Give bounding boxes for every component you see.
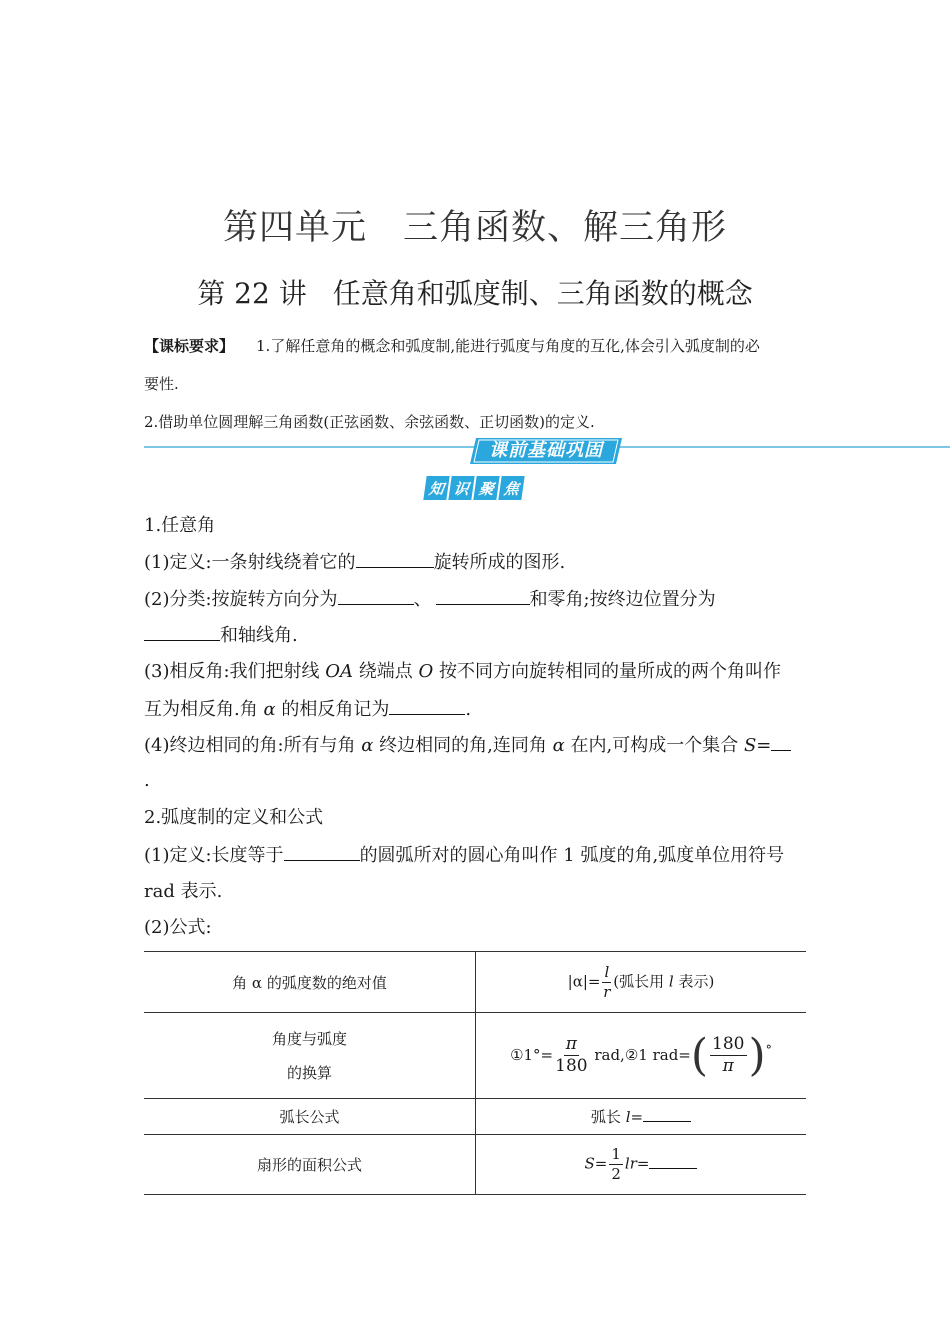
terminal-side-line (144, 733, 808, 758)
formula-text: = (630, 1108, 644, 1126)
table-cell (476, 1013, 807, 1099)
fill-blank (771, 733, 791, 751)
variable: α (552, 735, 565, 756)
lecture-name: 任意角和弧度制、三角函数的概念 (332, 277, 753, 310)
text-segment: (1)定义:一条射线绕着它的 (144, 552, 356, 573)
variable: α (361, 735, 374, 756)
fill-blank (436, 587, 530, 605)
classification-line-2 (144, 623, 808, 648)
fraction (710, 1036, 746, 1075)
variable: S (584, 1154, 595, 1173)
formula-text: = (594, 1154, 608, 1173)
variable: O (418, 661, 434, 682)
text-segment: 的圆弧所对的圆心角叫作 1 弧度的角,弧度单位用符号 (359, 845, 785, 866)
opposite-angle-line-2 (144, 697, 808, 722)
heading-radian: 2.弧度制的定义和公式 (144, 807, 324, 828)
text-segment: 和轴线角. (220, 625, 298, 646)
fraction (609, 1147, 623, 1182)
formula-text: ①1°= (510, 1045, 554, 1064)
variable: lr (624, 1154, 637, 1173)
numerator: l (604, 962, 610, 981)
formula-text: |α|= (567, 972, 601, 990)
variable: l (625, 1108, 631, 1126)
table-cell (476, 1099, 807, 1135)
text-segment: 、 (413, 589, 432, 610)
denominator: 180 (555, 1056, 588, 1076)
table-row (144, 1099, 806, 1135)
table-row (144, 1135, 806, 1195)
definition-line (144, 550, 808, 575)
text-segment: 绕端点 (353, 661, 419, 682)
text-segment: . (465, 699, 472, 720)
sub-banner-char: 识 (448, 476, 474, 500)
left-paren: ( (690, 1029, 709, 1081)
requirement-1-text: 1.了解任意角的概念和弧度制,能进行弧度与角度的互化,体会引入弧度制的必 (256, 337, 760, 355)
formula-text: rad,②1 rad= (589, 1045, 691, 1064)
table-row (144, 1013, 806, 1099)
variable: S (743, 735, 757, 756)
denominator: π (722, 1056, 734, 1076)
text-segment: (2)分类:按旋转方向分为 (144, 589, 338, 610)
formula-text: 弧长 (590, 1108, 626, 1126)
text-segment: 互为相反角.角 (144, 699, 264, 720)
formula-text: (弧长用 (613, 972, 669, 990)
text-segment: 在内,可构成一个集合 (564, 735, 744, 756)
numerator: π (565, 1034, 577, 1054)
table-cell: 扇形的面积公式 (144, 1135, 476, 1195)
terminal-side-end: . (144, 770, 150, 791)
text-segment: 的相反角记为 (275, 699, 390, 720)
fill-blank (144, 623, 220, 641)
table-cell: 角 α 的弧度数的绝对值 (144, 952, 476, 1013)
sub-banner-char: 聚 (473, 476, 499, 500)
unit-number: 第四单元 (222, 208, 367, 248)
fill-blank (643, 1107, 691, 1122)
text-segment: 和零角;按终边位置分为 (529, 589, 716, 610)
text-segment: 按不同方向旋转相同的量所成的两个角叫作 (433, 661, 782, 682)
numerator: 180 (712, 1034, 745, 1054)
denominator: r (603, 982, 611, 1001)
fill-blank (389, 697, 465, 715)
lecture-number: 第 22 讲 (197, 277, 307, 310)
variable: OA (325, 661, 354, 682)
sub-banner-char: 知 (423, 476, 449, 500)
sub-banner-char: 焦 (498, 476, 524, 500)
numerator: 1 (611, 1145, 621, 1163)
table-cell: 弧长公式 (144, 1099, 476, 1135)
degree-sign: ° (765, 1041, 772, 1057)
text-segment: 旋转所成的图形. (433, 552, 566, 573)
table-cell (144, 1013, 476, 1099)
table-cell (476, 952, 807, 1013)
text-segment: = (756, 735, 772, 756)
table-cell (476, 1135, 807, 1195)
section-banner: 课前基础巩固 (489, 440, 603, 461)
radian-definition-line (144, 843, 808, 868)
cell-text: 角度与弧度 (271, 1029, 347, 1048)
text-segment: (4)终边相同的角:所有与角 (144, 735, 362, 756)
classification-line (144, 587, 808, 612)
lecture-title (0, 272, 950, 312)
requirement-2: 2.借助单位圆理解三角函数(正弦函数、余弦函数、正切函数)的定义. (144, 413, 595, 431)
formula-text: 表示) (673, 972, 715, 990)
fill-blank (338, 587, 414, 605)
fraction (555, 1036, 587, 1075)
table-row (144, 952, 806, 1013)
text-segment: (3)相反角:我们把射线 (144, 661, 326, 682)
requirements-line-1 (144, 336, 806, 356)
requirements-tag: 【课标要求】 (144, 337, 235, 355)
unit-name: 三角函数、解三角形 (403, 208, 728, 248)
requirements-line-2: 要性. (144, 375, 179, 393)
heading-arbitrary-angle: 1.任意角 (144, 515, 216, 536)
sub-banner (425, 476, 523, 500)
radian-definition-line-2: rad 表示. (144, 881, 223, 902)
variable: l (668, 972, 674, 990)
denominator: 2 (611, 1165, 621, 1183)
fill-blank (284, 843, 360, 861)
formula-text: = (636, 1154, 650, 1173)
text-segment: (1)定义:长度等于 (144, 845, 284, 866)
fill-blank (356, 550, 434, 568)
cell-text: 的换算 (286, 1063, 332, 1082)
text-segment: 终边相同的角,连同角 (373, 735, 553, 756)
fraction (602, 962, 611, 1001)
right-paren: ) (748, 1029, 766, 1081)
fill-blank (649, 1154, 697, 1169)
unit-title (0, 200, 950, 250)
formula-label: (2)公式: (144, 917, 212, 938)
opposite-angle-line (144, 660, 808, 684)
variable: α (263, 699, 276, 720)
formula-table (144, 951, 806, 1195)
